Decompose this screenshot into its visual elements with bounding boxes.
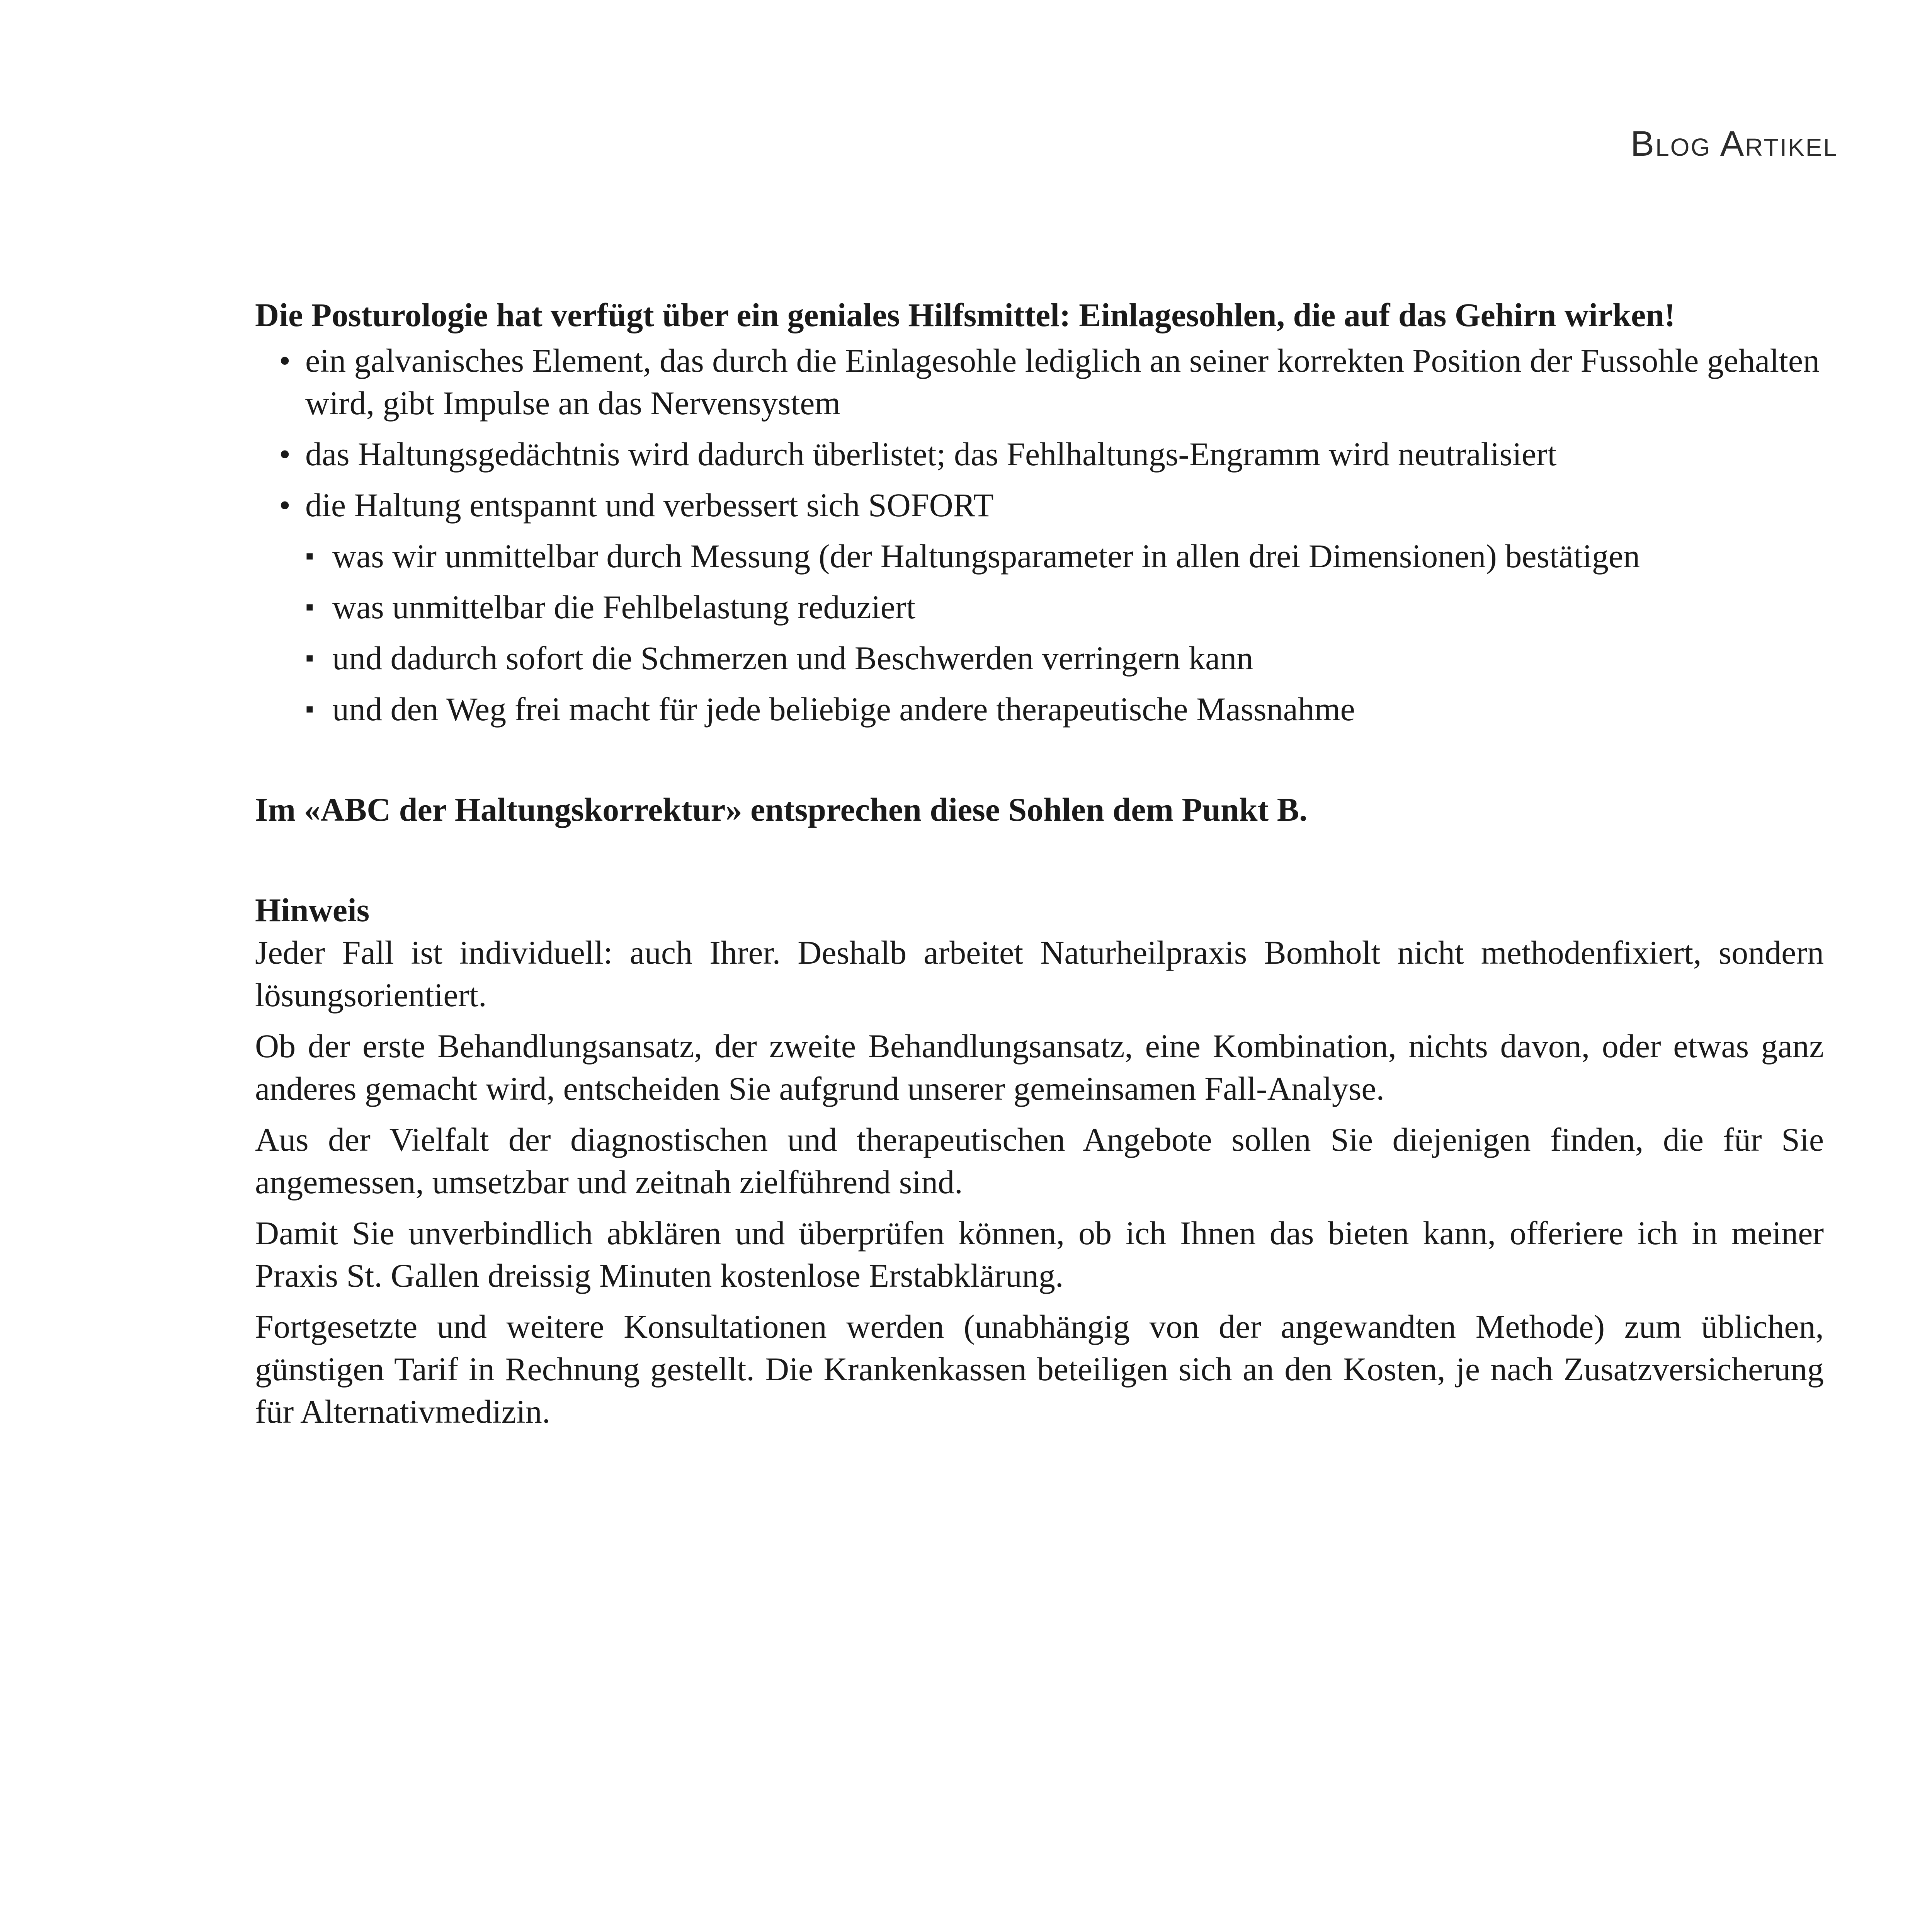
square-bullet: ▪ [305,593,314,621]
bullet-list [255,339,1824,730]
sub-list-item-text: und dadurch sofort die Schmerzen und Beschwerden verringern kann [332,639,1253,677]
hinweis-paragraph: Fortgesetzte und weitere Konsultationen werden (unabhängig von der angewandten Methode) zum üblichen, günstigen Tarif in Rechnung gestellt. Die Krankenkassen beteiligen sich an den Kosten, je nach Zusatzversicherung für Alternativmedizin. [255,1308,1824,1430]
lead-statement: Die Posturologie hat verfügt über ein geniales Hilfsmittel: Einlagesohlen, die auf das Gehirn wirken! [255,296,1675,333]
list-item [255,433,1824,475]
hinweis-paragraph: Ob der erste Behandlungsansatz, der zweite Behandlungsansatz, eine Kombination, nichts davon, oder etwas ganz anderes gemacht wird, entscheiden Sie aufgrund unserer gemeinsamen Fall-Analyse. [255,1027,1824,1107]
hinweis-heading: Hinweis [255,891,370,929]
square-bullet: ▪ [305,695,314,723]
hinweis-paragraph: Aus der Vielfalt der diagnostischen und therapeutischen Angebote sollen Sie diejenigen finden, die für Sie angemessen, umsetzbar und zeitnah zielführend sind. [255,1121,1824,1201]
square-bullet: ▪ [305,542,314,570]
abc-note: Im «ABC der Haltungskorrektur» entsprechen diese Sohlen dem Punkt B. [255,791,1308,828]
hinweis-paragraph: Damit Sie unverbindlich abklären und überprüfen können, ob ich Ihnen das bieten kann, offeriere ich in meiner Praxis St. Gallen dreissig Minuten kostenlose Erstabklärung. [255,1214,1824,1294]
list-item-text: die Haltung entspannt und verbessert sich SOFORT [305,486,994,524]
list-item [255,484,1824,730]
sub-list-item-text: und den Weg frei macht für jede beliebige andere therapeutische Massnahme [332,690,1355,728]
sub-list-item [305,688,1824,730]
article-body [255,294,1824,1441]
bullet-dot: • [279,486,291,524]
hinweis-paragraph: Jeder Fall ist individuell: auch Ihrer. Deshalb arbeitet Naturheilpraxis Bomholt nicht methodenfixiert, sondern lösungsorientiert. [255,934,1824,1014]
bullet-dot: • [279,435,291,473]
list-item-text: ein galvanisches Element, das durch die Einlagesohle lediglich an seiner korrekten Position der Fussohle gehalten wird, gibt Impulse an das Nervensystem [305,342,1820,422]
bullet-dot: • [279,342,291,379]
square-bullet: ▪ [305,644,314,672]
sub-list-item-text: was wir unmittelbar durch Messung (der Haltungsparameter in allen drei Dimensionen) bestätigen [332,537,1640,575]
sub-list-item-text: was unmittelbar die Fehlbelastung reduziert [332,588,916,626]
section-header: Blog Artikel [1630,124,1838,163]
sub-list-item [305,535,1824,577]
sub-list-item [305,586,1824,628]
list-item-text: das Haltungsgedächtnis wird dadurch überlistet; das Fehlhaltungs-Engramm wird neutralisiert [305,435,1557,473]
list-item [255,339,1824,424]
sub-bullet-list [305,535,1824,730]
sub-list-item [305,637,1824,679]
